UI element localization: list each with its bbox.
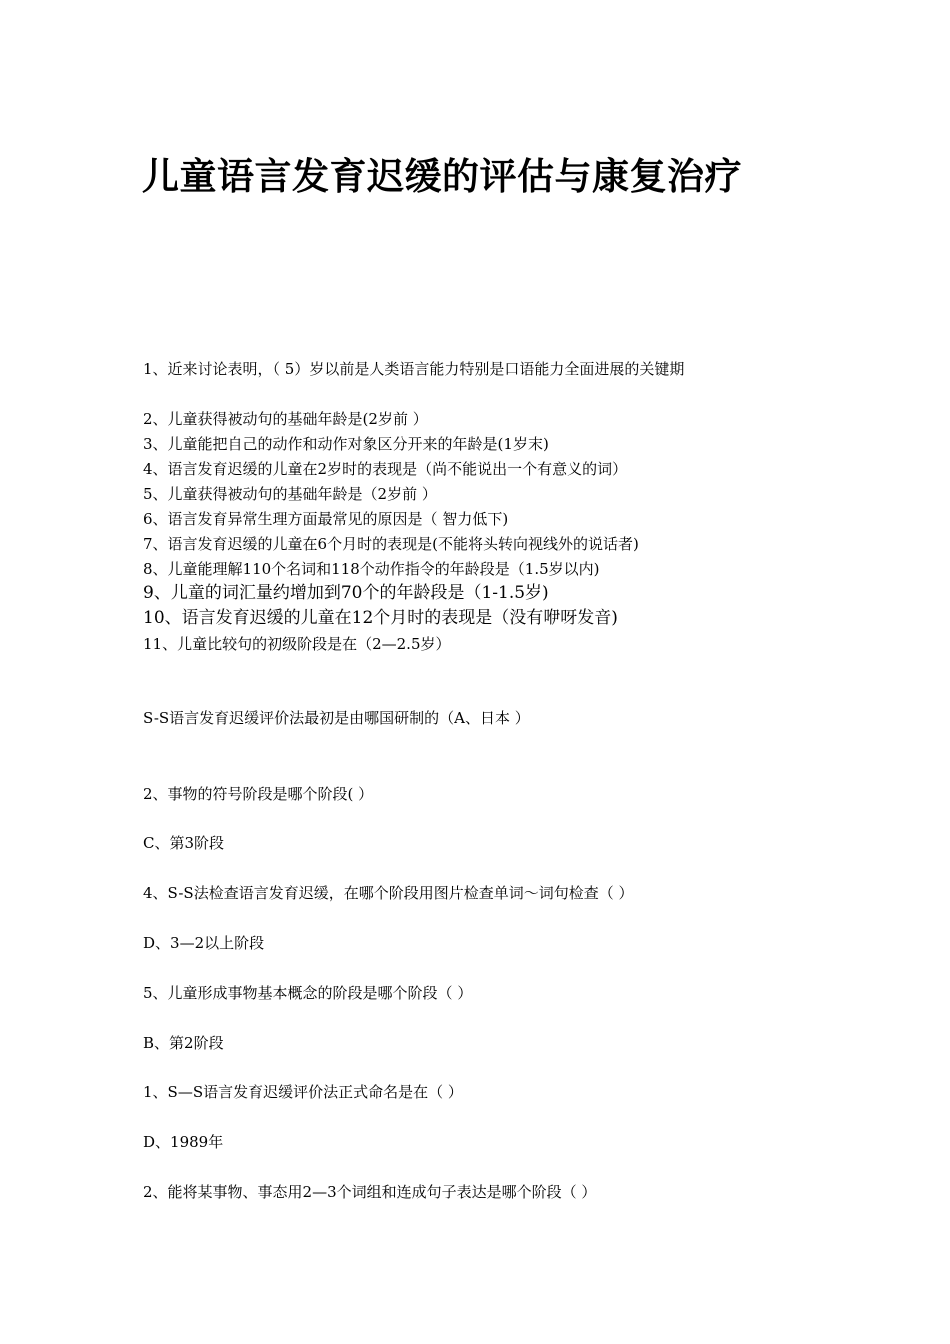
- list-item-7: 7、语言发育迟缓的儿童在6个月时的表现是(不能将头转向视线外的说话者): [143, 535, 639, 553]
- qa-line-3: C、第3阶段: [143, 834, 225, 852]
- list-item-9: 9、儿童的词汇量约增加到70个的年龄段是（1-1.5岁): [143, 583, 549, 603]
- document-title: 儿童语言发育迟缓的评估与康复治疗: [142, 154, 742, 198]
- qa-line-1: S-S语言发育迟缓评价法最初是由哪国研制的（A、日本 ）: [143, 709, 530, 727]
- qa-line-7: B、第2阶段: [143, 1034, 224, 1052]
- list-item-4: 4、语言发育迟缓的儿童在2岁时的表现是（尚不能说出一个有意义的词）: [143, 460, 628, 478]
- list-item-3: 3、儿童能把自己的动作和动作对象区分开来的年龄是(1岁末): [143, 435, 549, 453]
- list-item-10: 10、语言发育迟缓的儿童在12个月时的表现是（没有咿呀发音): [143, 608, 618, 628]
- qa-line-6: 5、儿童形成事物基本概念的阶段是哪个阶段（ ）: [143, 984, 473, 1002]
- list-item-5: 5、儿童获得被动句的基础年龄是（2岁前 ）: [143, 485, 437, 503]
- qa-line-9: D、1989年: [143, 1133, 224, 1151]
- qa-line-4: 4、S-S法检查语言发育迟缓，在哪个阶段用图片检查单词～词句检查（ ）: [143, 884, 634, 902]
- list-item-11: 11、儿童比较句的初级阶段是在（2—2.5岁）: [143, 635, 451, 653]
- qa-line-2: 2、事物的符号阶段是哪个阶段( ）: [143, 785, 374, 803]
- qa-line-5: D、3—2以上阶段: [143, 934, 265, 952]
- list-item-2: 2、儿童获得被动句的基础年龄是(2岁前 ）: [143, 410, 428, 428]
- list-item-8: 8、儿童能理解110个名词和118个动作指令的年龄段是（1.5岁以内): [143, 560, 600, 578]
- qa-line-8: 1、S—S语言发育迟缓评价法正式命名是在（ ）: [143, 1083, 463, 1101]
- list-item-1: 1、近来讨论表明，（ 5）岁以前是人类语言能力特别是口语能力全面进展的关键期: [143, 360, 685, 378]
- qa-line-10: 2、能将某事物、事态用2—3个词组和连成句子表达是哪个阶段（ ）: [143, 1183, 597, 1201]
- list-item-6: 6、语言发育异常生理方面最常见的原因是（ 智力低下): [143, 510, 509, 528]
